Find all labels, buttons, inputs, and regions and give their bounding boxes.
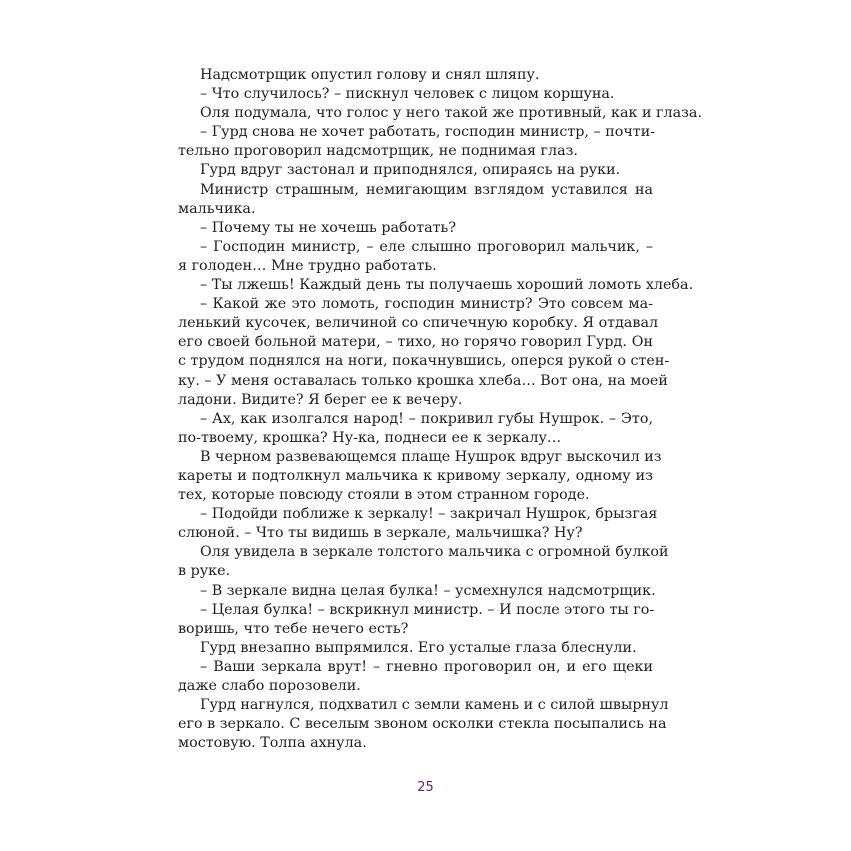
- text-line: его своей больной матери, – тихо, но горячо говорил Гурд. Он: [178, 334, 653, 351]
- text-line: слюной. – Что ты видишь в зеркале, мальчишка? Ну?: [178, 525, 583, 542]
- text-line: – Господин министр, – еле слышно проговорил мальчик, –: [200, 238, 653, 255]
- text-line: в руке.: [178, 563, 231, 580]
- text-line: кареты и подтолкнул мальчика к кривому зеркалу, одному из: [178, 467, 653, 484]
- text-line: Оля увидела в зеркале толстого мальчика с огромной булкой: [200, 544, 669, 561]
- text-line: – Что случилось? – пискнул человек с лицом коршуна.: [200, 86, 615, 103]
- body-text: [178, 66, 702, 753]
- text-line: В черном развевающемся плаще Нушрок вдруг выскочил из: [200, 448, 662, 465]
- text-line: – Ваши зеркала врут! – гневно проговорил он, и его щеки: [200, 658, 653, 675]
- text-line: Министр страшным, немигающим взглядом уставился на: [200, 181, 653, 198]
- text-line: тельно проговорил надсмотрщик, не поднимая глаз.: [178, 143, 578, 160]
- text-line: Гурд нагнулся, подхватил с земли камень и с силой швырнул: [200, 697, 669, 714]
- text-line: – В зеркале видна целая булка! – усмехнулся надсмотрщик.: [200, 582, 656, 599]
- text-line: ку. – У меня оставалась только крошка хлеба… Вот она, на моей: [178, 372, 668, 389]
- text-line: воришь, что тебе нечего есть?: [178, 620, 409, 637]
- text-line: тех, которые повсюду стояли в этом странном городе.: [178, 487, 590, 504]
- text-line: мостовую. Толпа ахнула.: [178, 735, 367, 752]
- text-line: – Гурд снова не хочет работать, господин министр, – почти-: [200, 124, 656, 141]
- text-line: Оля подумала, что голос у него такой же противный, как и глаза.: [200, 105, 702, 122]
- text-line: Гурд внезапно выпрямился. Его усталые глаза блеснули.: [200, 639, 637, 656]
- text-line: по-твоему, крошка? Ну-ка, поднеси ее к зеркалу…: [178, 429, 562, 446]
- text-line: – Ты лжешь! Каждый день ты получаешь хороший ломоть хлеба.: [200, 277, 694, 294]
- text-line: – Целая булка! – вскрикнул министр. – И после этого ты го-: [200, 601, 655, 618]
- text-line: мальчика.: [178, 200, 256, 217]
- text-line: Гурд вдруг застонал и приподнялся, опираясь на руки.: [200, 162, 621, 179]
- text-line: даже слабо порозовели.: [178, 678, 361, 694]
- page-number: 25: [417, 780, 434, 795]
- text-line: Надсмотрщик опустил голову и снял шляпу.: [200, 67, 540, 83]
- text-line: ладони. Видите? Я берег ее к вечеру.: [178, 391, 463, 408]
- text-line: – Подойди поближе к зеркалу! – закричал Нушрок, брызгая: [200, 506, 658, 523]
- text-line: – Ах, как изолгался народ! – покривил губы Нушрок. – Это,: [200, 410, 653, 427]
- text-line: – Почему ты не хочешь работать?: [200, 219, 457, 236]
- text-line: – Какой же это ломоть, господин министр? Это совсем ма-: [200, 296, 653, 313]
- text-line: я голоден… Мне трудно работать.: [178, 257, 437, 274]
- text-line: его в зеркало. С веселым звоном осколки стекла посыпались на: [178, 716, 667, 733]
- text-line: с трудом поднялся на ноги, покачнувшись, оперся рукой о стен-: [178, 353, 670, 370]
- text-line: ленький кусочек, величиной со спичечную коробку. Я отдавал: [178, 315, 659, 332]
